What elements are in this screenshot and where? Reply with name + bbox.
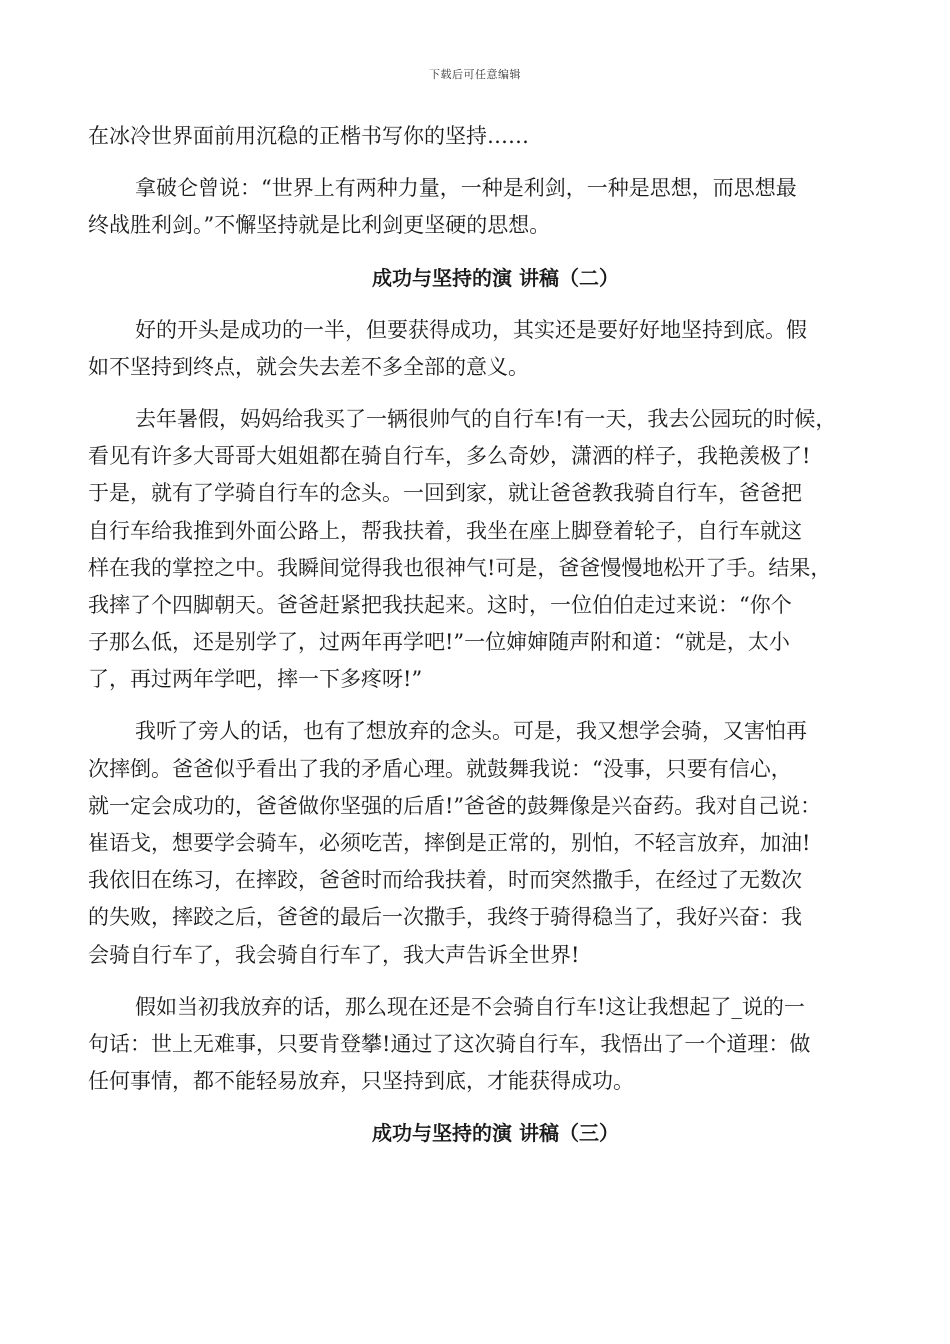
text-line: 会骑自行车了，我会骑自行车了，我大声告诉全世界! — [88, 942, 580, 967]
text-line: 样在我的掌控之中。我瞬间觉得我也很神气!可是，爸爸慢慢地松开了手。结果， — [88, 555, 832, 580]
text-line: 崔语戈，想要学会骑车，必须吃苦，摔倒是正常的，别怕，不轻言放弃，加油! — [88, 831, 811, 855]
paragraph — [88, 713, 863, 973]
page-header: 下载后可任意编辑 — [429, 68, 521, 81]
text-line: 看见有许多大哥哥大姐姐都在骑自行车，多么奇妙，潇洒的样子，我艳羡极了! — [88, 444, 811, 469]
text-line: 拿破仑曾说：“世界上有两种力量，一种是利剑，一种是思想，而思想最 — [135, 176, 797, 201]
text-line: 终战胜利剑。”不懈坚持就是比利剑更坚硬的思想。 — [88, 213, 551, 238]
text-line: 了，再过两年学吧，摔一下多疼呀!” — [88, 667, 423, 692]
text-line: 就一定会成功的，爸爸做你坚强的后盾!”爸爸的鼓舞像是兴奋药。我对自己说： — [88, 793, 822, 818]
text-line: 我依旧在练习，在摔跤，爸爸时而给我扶着，时而突然撒手，在经过了无数次 — [88, 868, 802, 893]
text-line: 我摔了个四脚朝天。爸爸赶紧把我扶起来。这时，一位伯伯走过来说：“你个 — [88, 592, 792, 617]
text-line: 如不坚持到终点，就会失去差不多全部的意义。 — [88, 354, 529, 379]
text-line: 好的开头是成功的一半，但要获得成功，其实还是要好好地坚持到底。假 — [135, 317, 807, 342]
text-line: 任何事情，都不能轻易放弃，只坚持到底，才能获得成功。 — [88, 1069, 634, 1094]
text-line: 句话：世上无难事，只要肯登攀!通过了这次骑自行车，我悟出了一个道理：做 — [88, 1031, 811, 1056]
text-line: 假如当初我放弃的话，那么现在还是不会骑自行车!这让我想起了_说的一 — [135, 994, 805, 1019]
paragraph — [88, 170, 863, 244]
text-line: 的失败，摔跤之后，爸爸的最后一次撒手，我终于骑得稳当了，我好兴奋：我 — [88, 905, 802, 930]
text-line: 次摔倒。爸爸似乎看出了我的矛盾心理。就鼓舞我说：“没事，只要有信心， — [88, 756, 792, 781]
paragraph — [88, 401, 863, 699]
document-body — [88, 118, 863, 1167]
section-heading: 成功与坚持的演 讲稿（二） — [372, 265, 619, 290]
text-line: 我听了旁人的话，也有了想放弃的念头。可是，我又想学会骑，又害怕再 — [135, 719, 807, 744]
text-line: 子那么低，还是别学了，过两年再学吧!”一位婶婶随声附和道：“就是，太小 — [88, 630, 790, 655]
paragraph — [88, 312, 863, 386]
paragraph — [88, 989, 863, 1101]
text-line: 在冰冷世界面前用沉稳的正楷书写你的坚持…… — [88, 124, 529, 148]
text-line: 于是，就有了学骑自行车的念头。一回到家，就让爸爸教我骑自行车，爸爸把 — [88, 481, 802, 506]
text-line: 去年暑假，妈妈给我买了一辆很帅气的自行车!有一天，我去公园玩的时候， — [135, 406, 837, 431]
section-heading: 成功与坚持的演 讲稿（三） — [372, 1121, 619, 1146]
text-line: 自行车给我推到外面公路上，帮我扶着，我坐在座上脚登着轮子，自行车就这 — [88, 518, 802, 543]
paragraph — [88, 118, 863, 155]
